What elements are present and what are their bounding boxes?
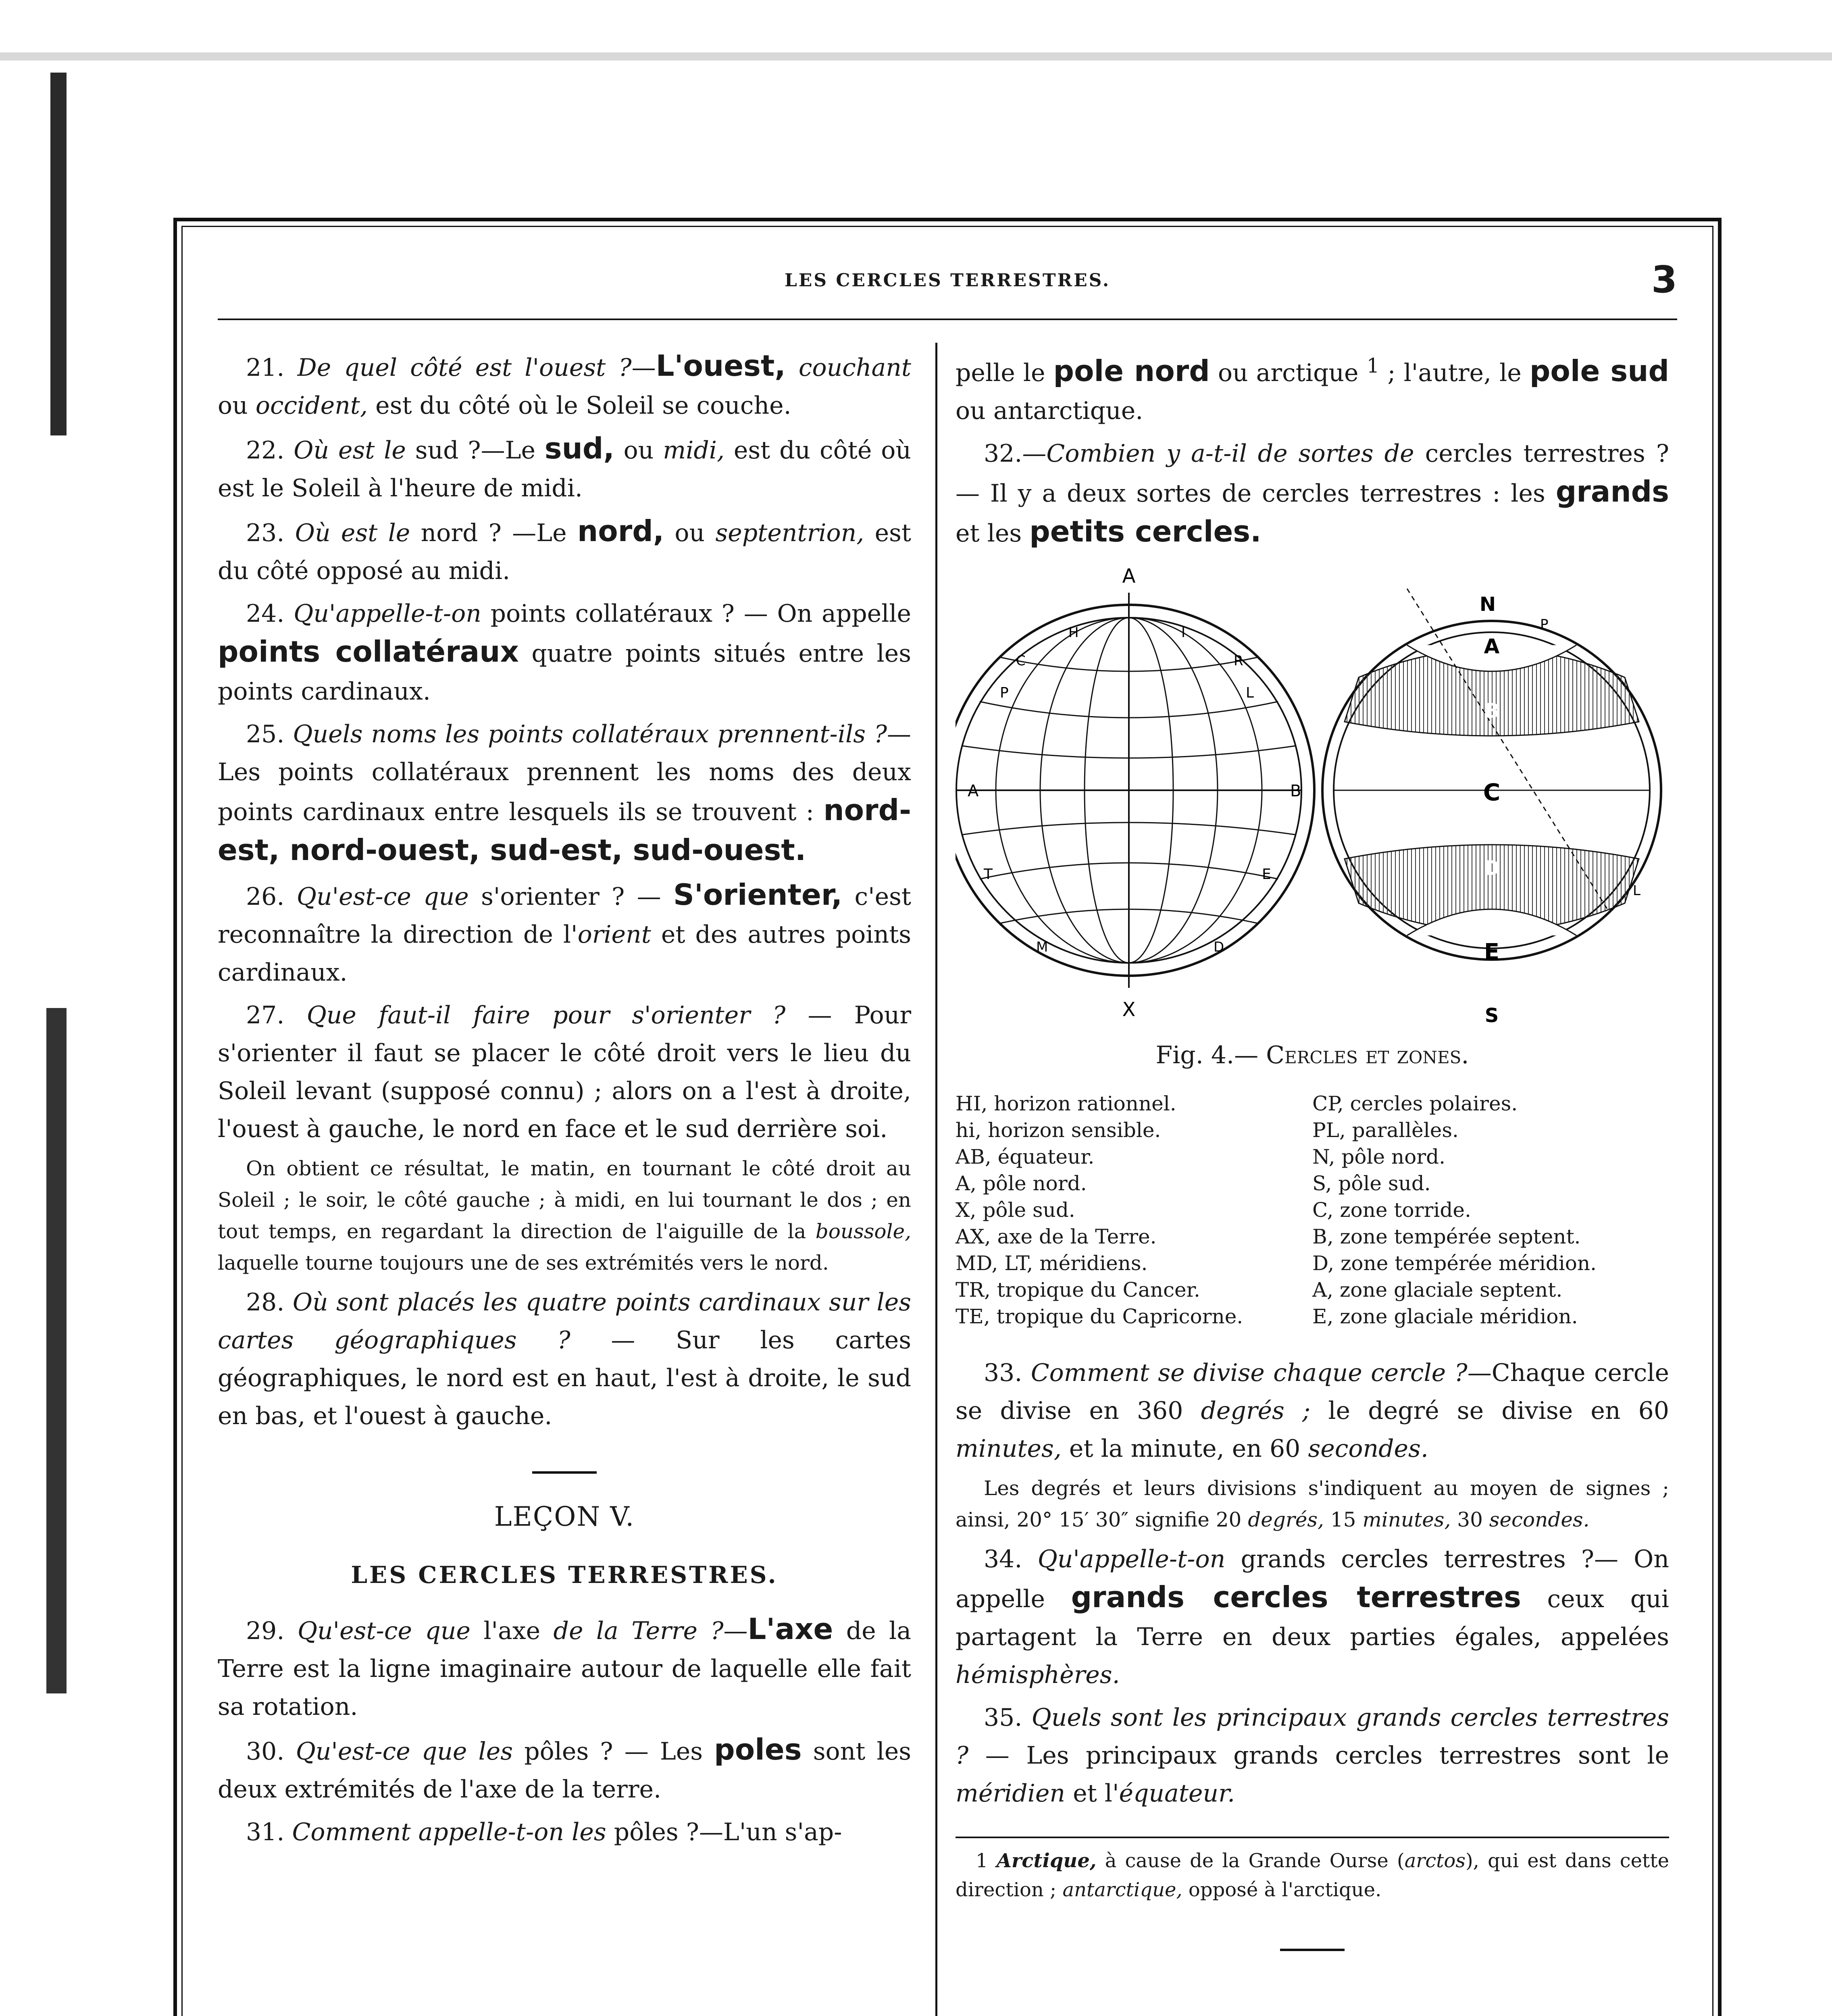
label-right-A: A (1484, 635, 1500, 658)
legend-item: TE, tropique du Capricorne. (956, 1305, 1243, 1328)
legend-item: D, zone tempérée méridion. (1312, 1252, 1597, 1275)
right-column (956, 347, 1669, 1951)
left-globe-meridians (956, 593, 1314, 988)
lesson-subtitle: LES CERCLES TERRESTRES. (351, 1561, 778, 1589)
question-29: 29. Qu'est-ce que l'axe de la Terre ?—L'axe de la Terre est la ligne imaginaire autour de laquelle elle fait sa rotation. (218, 1612, 911, 1721)
question-32: 32.—Combien y a-t-il de sortes de cercles terrestres ? — Il y a deux sortes de cercles terrestres : les grands et les petits cercles. (956, 439, 1669, 548)
globe-diagram (956, 564, 1669, 1032)
running-title: LES CERCLES TERRESTRES. (784, 270, 1111, 291)
note-33: Les degrés et leurs divisions s'indiquent au moyen de signes ; ainsi, 20° 15′ 30″ signifie 20 degrés, 15 minutes, 30 secondes. (956, 1477, 1669, 1531)
label-left-X: X (1122, 998, 1136, 1021)
figure-caption: Fig. 4.— Cercles et zones. (1155, 1041, 1469, 1069)
legend-item: E, zone glaciale méridion. (1312, 1305, 1578, 1328)
legend-item: MD, LT, méridiens. (956, 1252, 1148, 1275)
label-left-I: I (1181, 625, 1186, 641)
question-24: 24. Qu'appelle-t-on points collatéraux ? — On appelle points collatéraux quatre points situés entre les points cardinaux. (218, 600, 912, 706)
legend-item: TR, tropique du Cancer. (956, 1278, 1200, 1302)
figure-legend (956, 1090, 1669, 1330)
legend-item: B, zone tempérée septent. (1312, 1225, 1581, 1248)
question-28: 28. Où sont placés les quatre points cardinaux sur les cartes géographiques ? — Sur les cartes géographiques, le nord est en haut, l'est à droite, le sud en bas, et l'ouest à gauche. (218, 1288, 911, 1430)
end-rule (1280, 1949, 1345, 1951)
label-left-E: E (1262, 866, 1271, 883)
page-number: 3 (1651, 258, 1677, 301)
legend-item: N, pôle nord. (1312, 1145, 1446, 1168)
label-left-M: M (1036, 939, 1048, 955)
legend-item: PL, parallèles. (1312, 1118, 1459, 1142)
question-26: 26. Qu'est-ce que s'orienter ? — S'orienter, c'est reconnaître la direction de l'orient et des autres points cardinaux. (218, 878, 911, 987)
page-binding-mark (50, 73, 67, 435)
page-binding-mark-lower (46, 1008, 67, 1693)
label-right-C: C (1483, 779, 1501, 806)
label-right-N: N (1479, 593, 1496, 616)
question-34: 34. Qu'appelle-t-on grands cercles terrestres ?— On appelle grands cercles terrestres ceux qui partagent la Terre en deux parties égales, appelées hémisphères. (956, 1545, 1670, 1689)
label-left-C: C (1016, 653, 1026, 669)
label-left-P: P (1000, 685, 1009, 701)
legend-item: A, pôle nord. (956, 1172, 1087, 1195)
question-22: 22. Où est le sud ?—Le sud, ou midi, est du côté où est le Soleil à l'heure de midi. (218, 431, 911, 502)
label-left-D: D (1214, 939, 1224, 955)
legend-item: C, zone torride. (1312, 1198, 1471, 1222)
legend-item: A, zone glaciale septent. (1312, 1278, 1563, 1302)
label-left-A: A (1122, 565, 1136, 587)
label-left-H: H (1068, 625, 1079, 641)
label-left-equator-A: A (968, 782, 979, 800)
question-33: 33. Comment se divise chaque cercle ?—Chaque cercle se divise en 360 degrés ; le degré se divise en 60 minutes, et la minute, en 60 secondes. (956, 1359, 1670, 1463)
page-shadow-top (0, 52, 1832, 60)
legend-right-column (1312, 1090, 1669, 1330)
footnote-rule (956, 1837, 1669, 1838)
footnote-1: 1 Arctique, à cause de la Grande Ourse (arctos), qui est dans cette direction ; antarctique, opposé à l'arctique. (956, 1849, 1670, 1901)
question-23: 23. Où est le nord ? —Le nord, ou septentrion, est du côté opposé au midi. (218, 514, 912, 585)
legend-item: hi, horizon sensible. (956, 1118, 1161, 1142)
label-left-R: R (1234, 653, 1243, 669)
label-right-E: E (1484, 939, 1500, 965)
lesson-title: LEÇON V. (494, 1501, 635, 1532)
question-31: 31. Comment appelle-t-on les pôles ?—L'un s'ap- (246, 1818, 842, 1846)
legend-left-column (956, 1090, 1312, 1330)
label-left-L: L (1246, 685, 1254, 701)
question-21: 21. De quel côté est l'ouest ?—L'ouest, couchant ou occident, est du côté où le Soleil se couche. (218, 349, 911, 420)
page-header (218, 258, 1677, 302)
legend-item: X, pôle sud. (956, 1198, 1075, 1222)
question-31-continued: pelle le pole nord ou arctique $^1$ ; l'autre, le pole sud ou antarctique. (956, 354, 1670, 425)
label-right-L: L (1633, 883, 1640, 899)
lesson-rule (532, 1471, 597, 1474)
legend-item: AX, axe de la Terre. (956, 1225, 1157, 1248)
question-35: 35. Quels sont les principaux grands cercles terrestres ? — Les principaux grands cercles terrestres sont le méridien et l'équateur. (956, 1704, 1669, 1808)
legend-item: CP, cercles polaires. (1312, 1092, 1518, 1115)
label-left-T: T (984, 866, 993, 883)
question-30: 30. Qu'est-ce que les pôles ? — Les poles sont les deux extrémités de l'axe de la terre. (218, 1733, 912, 1804)
figure-circles-and-zones (956, 564, 1669, 1032)
label-right-S: S (1484, 1004, 1499, 1027)
question-25: 25. Quels noms les points collatéraux prennent-ils ?—Les points collatéraux prennent les noms des deux points cardinaux entre lesquels ils se trouvent : nord-est, nord-ouest, sud-est, sud-ouest. (218, 720, 911, 867)
label-left-equator-B: B (1290, 782, 1301, 800)
label-right-P: P (1540, 616, 1549, 633)
left-column (218, 347, 911, 1856)
header-rule (218, 319, 1677, 320)
legend-item: S, pôle sud. (1312, 1172, 1431, 1195)
label-right-D: D (1483, 856, 1500, 880)
legend-item: AB, équateur. (956, 1145, 1095, 1168)
note-27: On obtient ce résultat, le matin, en tournant le côté droit au Soleil ; le soir, le côté gauche ; à midi, en lui tournant le dos ; en tout temps, en regardant la direction de l'aiguille de la boussole, laquelle tourne toujours une de ses extrémités vers le nord. (218, 1157, 911, 1275)
column-divider (935, 343, 937, 2016)
question-27: 27. Que faut-il faire pour s'orienter ? — Pour s'orienter il faut se placer le côté droit vers le lieu du Soleil levant (supposé connu) ; alors on a l'est à droite, l'ouest à gauche, le nord en face et le sud derrière soi. (218, 1001, 912, 1143)
legend-item: HI, horizon rationnel. (956, 1092, 1176, 1115)
label-right-B: B (1484, 699, 1500, 723)
